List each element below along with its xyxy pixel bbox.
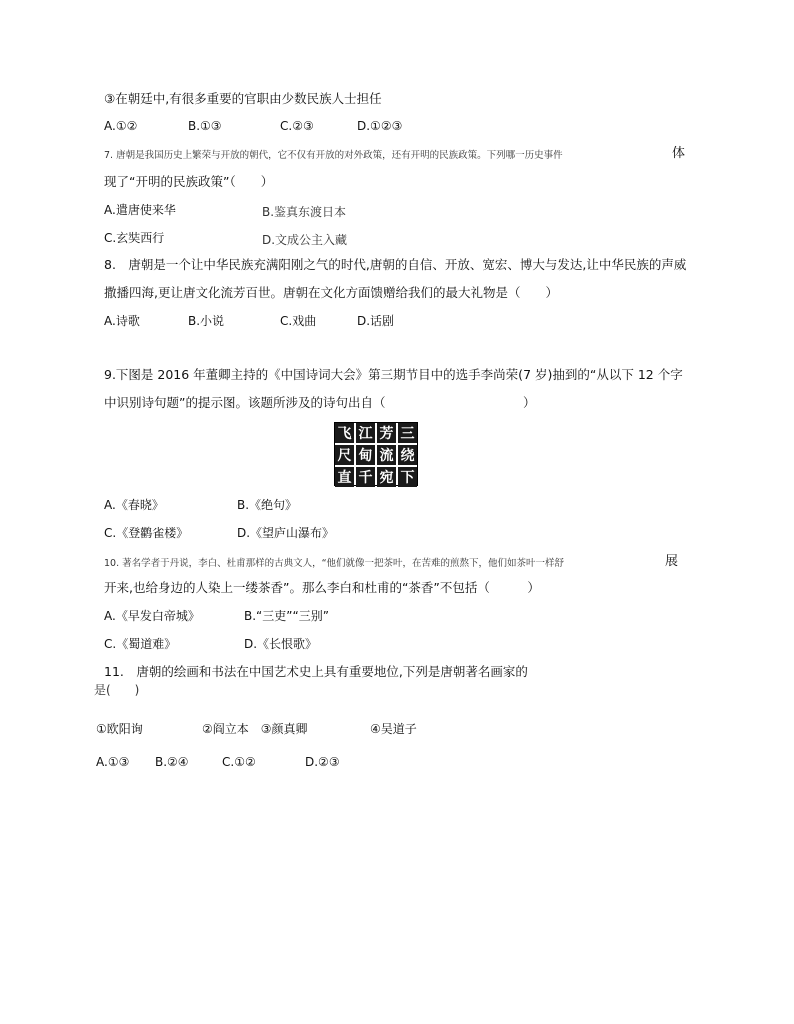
question-7-line-1-end: 体: [672, 146, 686, 161]
question-8-line-2: 撒播四海,更让唐文化流芳百世。唐朝在文化方面馈赠给我们的最大礼物是（ ）: [104, 285, 558, 300]
question-10-line-1: 10. 著名学者于丹说，李白、杜甫那样的古典文人，“他们就像一把茶叶，在苦难的煎熬下，他们如茶叶一样舒: [104, 558, 565, 569]
q11-option-b: B.②④: [155, 755, 189, 769]
poem-character-grid: [334, 422, 418, 486]
question-7-line-2: 现了“开明的民族政策”（ ）: [104, 174, 274, 189]
q10-option-c: C.《蜀道难》: [104, 637, 177, 651]
q11-option-c: C.①②: [222, 755, 256, 769]
q10-option-d: D.《长恨歌》: [244, 637, 318, 651]
grid-char: 流: [377, 445, 396, 465]
question-9-line-1: 9.下图是 2016 年董卿主持的《中国诗词大会》第三期节目中的选手李尚荣(7 岁)抽到的“从以下 12 个字: [104, 367, 683, 382]
q11-item-1: ①欧阳询: [96, 722, 143, 736]
q6-option-d: D.①②③: [357, 119, 403, 133]
q11-option-a: A.①③: [96, 755, 130, 769]
q9-option-a: A.《春晓》: [104, 498, 164, 512]
q8-option-b: B.小说: [188, 314, 225, 328]
q6-option-a: A.①②: [104, 119, 138, 133]
grid-char: 绕: [398, 445, 417, 465]
q6-option-c: C.②③: [280, 119, 314, 133]
q11-item-4: ④吴道子: [370, 722, 417, 736]
q9-option-c: C.《登鹳雀楼》: [104, 526, 189, 540]
q10-option-b: B.“三吏”“三别”: [244, 609, 329, 623]
q8-option-d: D.话剧: [357, 314, 395, 328]
grid-char: 下: [398, 467, 417, 487]
grid-char: 宛: [377, 467, 396, 487]
grid-char: 尺: [335, 445, 354, 465]
q10-option-a: A.《早发白帝城》: [104, 609, 200, 623]
q8-option-a: A.诗歌: [104, 314, 140, 328]
grid-char: 直: [335, 467, 354, 487]
q7-option-d: D.文成公主入藏: [262, 233, 348, 247]
question-11-line-2: 是( ): [94, 683, 140, 697]
grid-char: 甸: [356, 445, 375, 465]
question-11-line-1: 11. 唐朝的绘画和书法在中国艺术史上具有重要地位,下列是唐朝著名画家的: [104, 664, 528, 679]
question-8-line-1: 8. 唐朝是一个让中华民族充满阳刚之气的时代,唐朝的自信、开放、宽宏、博大与发达,让中华民族的声威: [104, 257, 687, 272]
grid-char: 千: [356, 467, 375, 487]
q7-option-c: C.玄奘西行: [104, 231, 165, 245]
question-7-line-1: 7. 唐朝是我国历史上繁荣与开放的朝代，它不仅有开放的对外政策，还有开明的民族政策。下列哪一历史事件: [104, 150, 563, 161]
statement-3: ③在朝廷中,有很多重要的官职由少数民族人士担任: [104, 91, 382, 106]
question-9-line-2: 中识别诗句题”的提示图。该题所涉及的诗句出自（ ）: [104, 395, 536, 410]
grid-char: 江: [356, 423, 375, 443]
question-10-line-2: 开来,也给身边的人染上一缕茶香”。那么李白和杜甫的“茶香”不包括（ ）: [104, 580, 540, 595]
grid-char: 芳: [377, 423, 396, 443]
q6-option-b: B.①③: [188, 119, 222, 133]
q8-option-c: C.戏曲: [280, 314, 317, 328]
q11-option-d: D.②③: [305, 755, 340, 769]
grid-char: 飞: [335, 423, 354, 443]
q7-option-a: A.遣唐使来华: [104, 203, 176, 217]
q9-option-b: B.《绝句》: [237, 498, 298, 512]
q9-option-d: D.《望庐山瀑布》: [237, 526, 335, 540]
grid-char: 三: [398, 423, 417, 443]
question-10-line-1-end: 展: [665, 554, 679, 569]
q7-option-b: B.鉴真东渡日本: [262, 205, 347, 219]
q11-item-2-3: ②阎立本 ③颜真卿: [202, 722, 308, 736]
